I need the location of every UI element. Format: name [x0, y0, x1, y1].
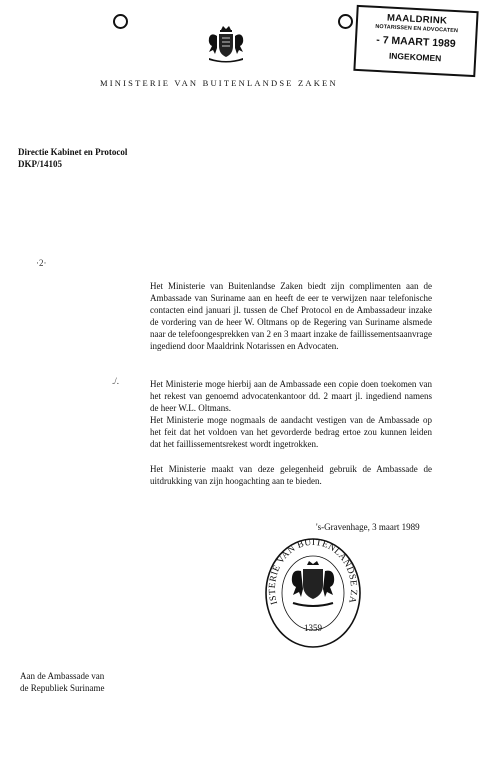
addressee-block — [20, 670, 104, 694]
seal-number: 1359 — [304, 623, 322, 633]
enclosure-mark: ./. — [112, 376, 120, 386]
received-stamp — [353, 5, 478, 77]
stamp-status: INGEKOMEN — [388, 50, 442, 64]
body-paragraph-4: Het Ministerie maakt van deze gelegenheid gebruik de Ambassade de uitdrukking van zijn hoogachting aan te bieden. — [150, 464, 432, 486]
margin-mark-top: ·2· — [36, 258, 47, 268]
stamp-firm: MAALDRINK — [386, 12, 448, 27]
letterhead-ministry-name: MINISTERIE VAN BUITENLANDSE ZAKEN — [100, 78, 338, 88]
addressee-line-1: Aan de Ambassade van — [20, 671, 105, 681]
stamp-date: - 7 MAART 1989 — [376, 33, 456, 51]
body-paragraph-1: Het Ministerie van Buitenlandse Zaken biedt zijn complimenten aan de Ambassade van Suriname aan en heeft de eer te verwijzen naar telefonische contacten eind januari jl. tussen de Chef Protocol en de Ambassadeur inzake de vordering van de heer W. Oltmans op de Regering van Suriname alsmede naar de telefoongesprekken van 2 en 3 maart inzake de faillissementsaanvrage ingediend door Maaldrink Notarissen en Advocaten. — [150, 281, 432, 351]
sender-reference: DKP/14105 — [18, 159, 62, 169]
coat-of-arms-icon — [203, 24, 249, 64]
body-paragraph-2: Het Ministerie moge hierbij aan de Ambassade een copie doen toekomen van het rekest van genoemd advocatenkantoor dd. 2 maart jl. ingediend namens de heer W.L. Oltmans. — [150, 379, 432, 413]
addressee-line-2: de Republiek Suriname — [20, 683, 105, 693]
body-paragraph-3: Het Ministerie moge nogmaals de aandacht vestigen van de Ambassade op het feit dat het voldoen van het gevorderde bedrag ertoe zou kunnen leiden dat het faillissementsrekest wordt ingetrokken. — [150, 415, 432, 449]
punch-hole-right — [338, 14, 353, 29]
ministry-seal — [263, 535, 363, 650]
seal-ring-text: ISTERIE VAN BUITENLANDSE ZA — [267, 537, 359, 606]
sender-block — [18, 146, 127, 170]
sender-department: Directie Kabinet en Protocol — [18, 147, 128, 157]
place-and-date: 's-Gravenhage, 3 maart 1989 — [316, 522, 420, 532]
stamp-subtitle: NOTARISSEN EN ADVOCATEN — [375, 23, 459, 35]
punch-hole-left — [113, 14, 128, 29]
seal-graphic — [263, 535, 363, 650]
